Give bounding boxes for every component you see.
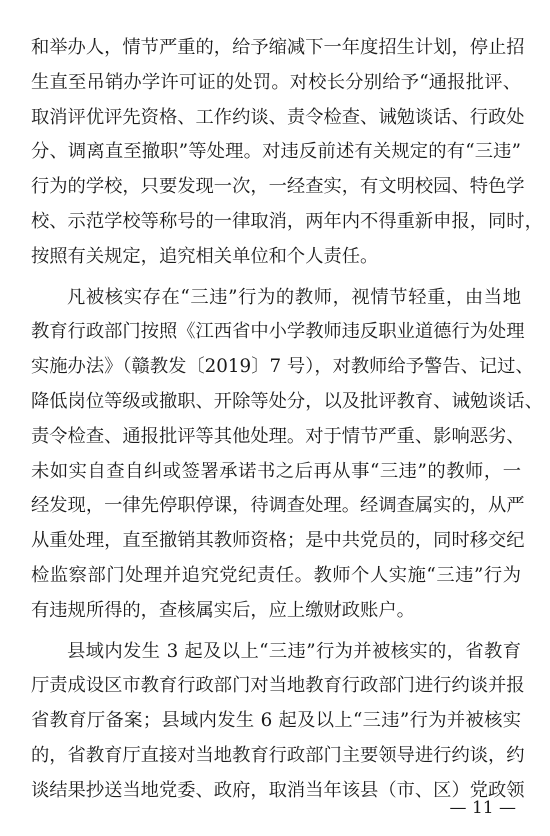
text-line: 凡被核实存在“三违”行为的教师，视情节轻重，由当地	[67, 286, 521, 308]
text-line: 有违规所得的，查核属实后，应上缴财政账户。	[31, 599, 415, 621]
text-line: 生直至吊销办学许可证的处罚。对校长分别给予“通报批评、	[31, 71, 521, 93]
text-line: 校、示范学校等称号的一律取消，两年内不得重新申报，同时，	[31, 210, 543, 232]
text-line: 责令检查、通报批评等其他处理。对于情节严重、影响恶劣、	[31, 425, 525, 447]
text-line: 厅责成设区市教育行政部门对当地教育行政部门进行约谈并报	[31, 675, 525, 697]
text-line: 省教育厅备案；县域内发生 6 起及以上“三违”行为并被核实	[31, 710, 521, 732]
text-line: 从重处理，直至撤销其教师资格；是中共党员的，同时移交纪	[31, 530, 525, 552]
text-line: 谈结果抄送当地党委、政府，取消当年该县（市、区）党政领	[31, 779, 525, 801]
page-number-text: — 11 —	[449, 798, 516, 818]
text-line: 降低岗位等级或撤职、开除等处分，以及批评教育、诫勉谈话、	[31, 390, 543, 412]
text-line: 教育行政部门按照《江西省中小学教师违反职业道德行为处理	[31, 321, 525, 343]
document-body	[31, 31, 543, 809]
text-line: 按照有关规定，追究相关单位和个人责任。	[31, 245, 379, 267]
text-line: 和举办人，情节严重的，给予缩减下一年度招生计划，停止招	[31, 37, 525, 58]
text-line: 实施办法》（赣教发〔2019〕7 号），对教师给予警告、记过、	[31, 356, 534, 378]
text-line: 未如实自查自纠或签署承诺书之后再从事“三违”的教师，一	[31, 460, 521, 482]
text-line: 取消评优评先资格、工作约谈、责令检查、诫勉谈话、行政处	[31, 106, 525, 128]
paragraph-1	[31, 31, 543, 275]
text-line: 县域内发生 3 起及以上“三违”行为并被核实的，省教育	[67, 640, 521, 662]
text-line: 行为的学校，只要发现一次，一经查实，有文明校园、特色学	[31, 176, 525, 198]
page-number	[0, 798, 550, 818]
paragraph-2	[31, 281, 543, 629]
text-line: 检监察部门处理并追究党纪责任。教师个人实施“三违”行为	[31, 564, 521, 586]
text-line: 分、调离直至撤职”等处理。对违反前述有关规定的有“三违”	[31, 141, 521, 163]
text-line: 经发现，一律先停职停课，待调查处理。经调查属实的，从严	[31, 495, 525, 517]
paragraph-3	[31, 635, 525, 809]
text-line: 的，省教育厅直接对当地教育行政部门主要领导进行约谈，约	[31, 744, 525, 766]
